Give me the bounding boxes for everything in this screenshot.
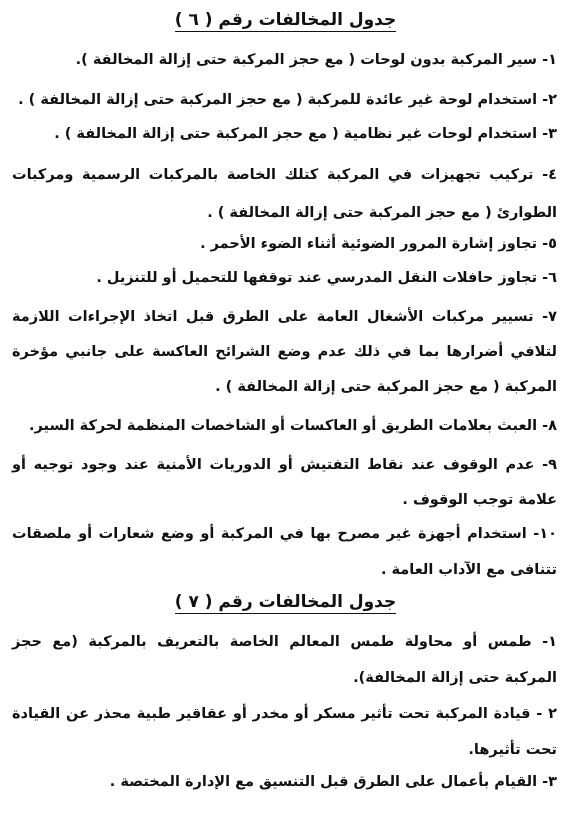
violation-7-2: ٢ - قيادة المركبة تحت تأثير مسكر أو مخدر أو عقاقير طبية محذر عن القيادة تحت تأثيرها. xyxy=(12,706,557,758)
violation-6-6: ٦- تجاوز حافلات النقل المدرسي عند توقفها للتحميل أو للتنزيل . xyxy=(96,270,557,286)
violation-7-3: ٣- القيام بأعمال على الطرق قبل التنسيق مع الإدارة المختصة . xyxy=(109,774,557,790)
violation-6-10: ١٠- استخدام أجهزة غير مصرح بها في المركبة أو وضع شعارات أو ملصقات تتنافى مع الآداب العامة . xyxy=(12,526,557,578)
violation-6-7: ٧- تسيير مركبات الأشغال العامة على الطرق قبل اتخاذ الإجراءات اللازمة لتلافي أضرارها بما في ذلك عدم وضع الشرائح العاكسة على جانبي مؤخرة المركبة ( مع حجز المركبة حتى إزالة المخالفة ) . xyxy=(12,309,557,395)
section-6-title: جدول المخالفات رقم ( ٦ ) xyxy=(174,10,397,30)
violation-6-4: ٤- تركيب تجهيزات في المركبة كتلك الخاصة بالمركبات الرسمية ومركبات الطوارئ ( مع حجز المركبة حتى إزالة المخالفة ) . xyxy=(12,167,557,221)
violation-6-5: ٥- تجاوز إشارة المرور الضوئية أثناء الضوء الأحمر . xyxy=(200,236,557,252)
violation-6-3: ٣- استخدام لوحات غير نظامية ( مع حجز المركبة حتى إزالة المخالفة ) . xyxy=(54,126,557,142)
violation-6-2: ٢- استخدام لوحة غير عائدة للمركبة ( مع حجز المركبة حتى إزالة المخالفة ) . xyxy=(18,92,557,108)
violation-7-1: ١- طمس أو محاولة طمس المعالم الخاصة بالتعريف بالمركبة (مع حجز المركبة حتى إزالة المخالفة). xyxy=(12,634,557,686)
violation-6-1: ١- سير المركبة بدون لوحات ( مع حجز المركبة حتى إزالة المخالفة ). xyxy=(75,52,557,68)
violation-6-9: ٩- عدم الوقوف عند نقاط التفتيش أو الدوريات الأمنية عند وجود توجيه أو علامة توجب الوقوف . xyxy=(12,457,557,508)
section-7-title: جدول المخالفات رقم ( ٧ ) xyxy=(174,592,397,612)
violation-6-8: ٨- العبث بعلامات الطريق أو العاكسات أو الشاخصات المنظمة لحركة السير. xyxy=(29,418,557,434)
